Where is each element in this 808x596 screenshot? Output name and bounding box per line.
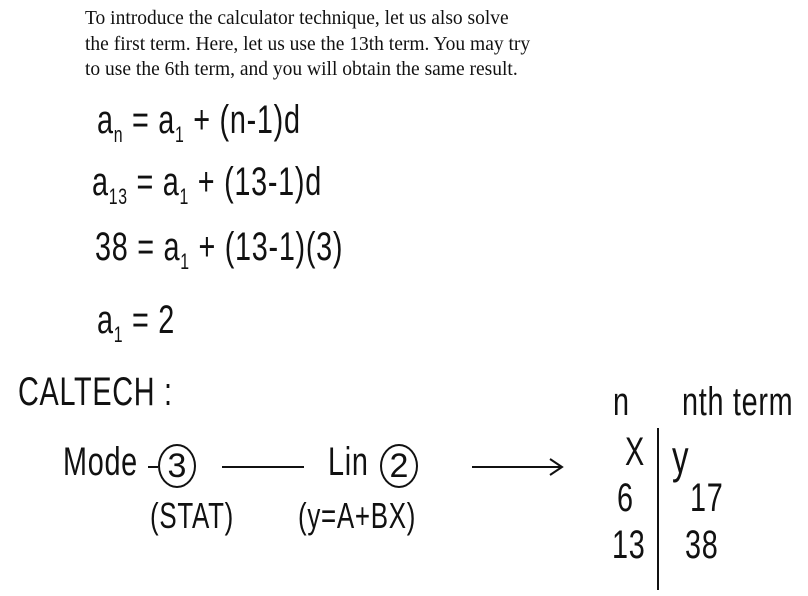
eq-sub: 1 [179,184,190,209]
caltech-heading: CALTECH : [18,370,173,414]
arrow-right-icon [470,455,566,479]
equation-substituted [95,225,343,275]
connector-line [222,466,304,468]
table-cell-x: 13 [612,523,646,567]
connector-line [148,466,158,468]
eq-text: a [97,298,114,342]
eq-sub: 1 [175,122,185,147]
table-cell-y: 17 [690,476,724,520]
eq-sub: 1 [180,249,190,274]
paragraph-line: to use the 6th term, and you will obtain the same result. [85,59,518,80]
mode-note: (STAT) [150,495,234,536]
eq-text: + (n-1)d [193,98,301,142]
eq-text: = a [132,98,176,142]
table-divider [657,428,659,590]
table-cell-y: 38 [685,523,719,567]
table-col-x: X [625,430,645,474]
lin-note: (y=A+BX) [298,495,417,536]
table-header-nth-term: nth term [682,380,794,424]
table-col-y: y [672,431,690,483]
paragraph-line: To introduce the calculator technique, let us also solve [85,8,509,29]
mode-label: Mode [63,440,138,484]
equation-13th-term [92,160,322,210]
eq-text: + (13-1)d [197,160,322,204]
equation-result [97,298,175,348]
table-cell-x: 6 [617,476,634,520]
eq-text: = a [136,160,180,204]
paragraph-line: the first term. Here, let us use the 13th term. You may try [85,33,531,55]
mode-value-circled [158,444,196,488]
table-header-n: n [613,380,630,424]
intro-paragraph [85,6,645,83]
eq-text: a [97,98,114,142]
eq-text: a [92,160,109,204]
mode-value: 3 [158,444,196,488]
eq-sub: 13 [108,184,128,209]
lin-value: 2 [380,444,418,488]
eq-text: + (13-1)(3) [198,225,344,269]
eq-sub: n [113,122,124,147]
lin-label: Lin [328,440,369,484]
eq-text: = 2 [132,298,176,342]
eq-sub: 1 [113,322,124,347]
eq-text: 38 = a [95,225,181,269]
equation-general-term [97,98,301,148]
lin-value-circled [380,444,418,488]
